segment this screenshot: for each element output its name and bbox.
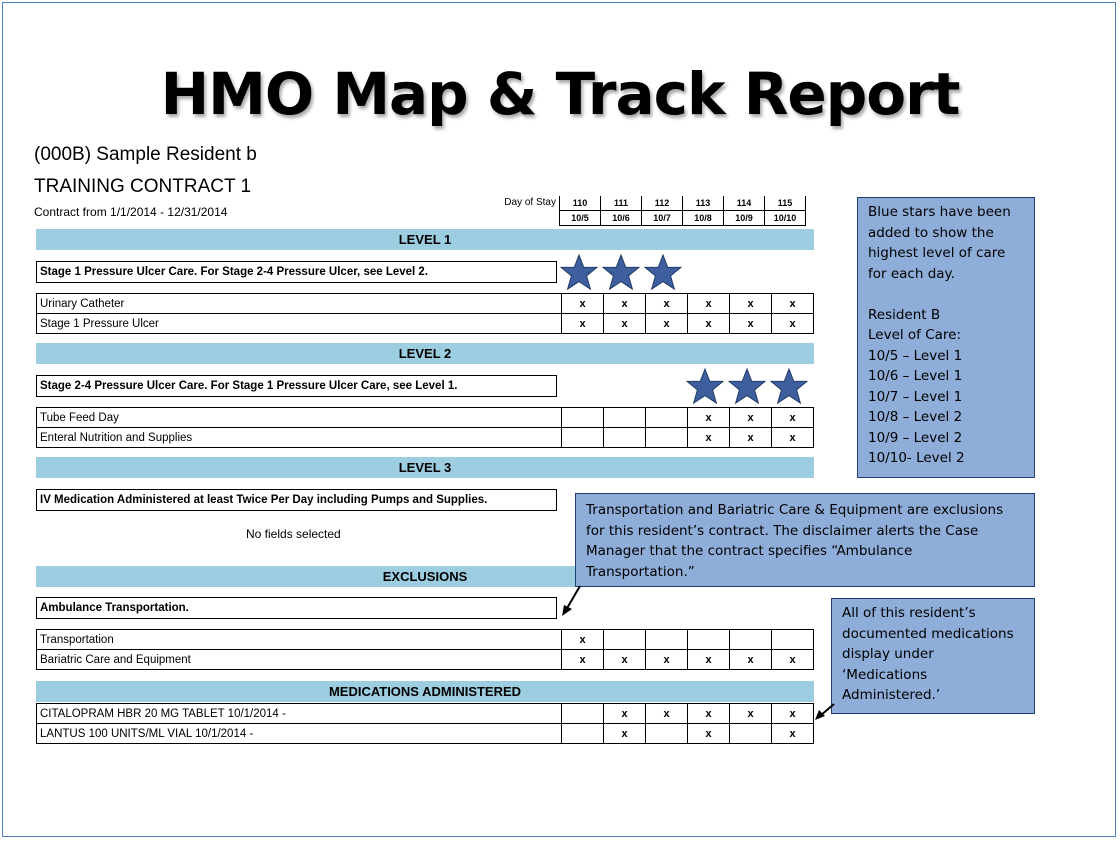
row-label: Transportation <box>37 630 562 650</box>
star-shape <box>687 369 723 403</box>
table-cell: x <box>772 408 814 428</box>
contract-title: TRAINING CONTRACT 1 <box>34 176 252 197</box>
table-cell: x <box>772 704 814 724</box>
table-cell: x <box>772 428 814 448</box>
resident-name: (000B) Sample Resident b <box>34 144 257 165</box>
table-cell: x <box>688 724 730 744</box>
level-1-band: LEVEL 1 <box>36 229 814 250</box>
table-cell: x <box>688 650 730 670</box>
day-cell: 112 <box>642 196 683 211</box>
callout-line: highest level of care <box>868 245 1006 261</box>
callout-line: 10/8 – Level 2 <box>868 409 963 425</box>
callout-line: 10/9 – Level 2 <box>868 429 963 446</box>
day-cell: 110 <box>560 196 601 211</box>
level-2-header: Stage 2-4 Pressure Ulcer Care. For Stage 1 Pressure Ulcer Care, see Level 1. <box>36 375 557 397</box>
table-cell: x <box>604 314 646 334</box>
day-cell: 113 <box>683 196 724 211</box>
table-cell: x <box>688 314 730 334</box>
table-cell: x <box>730 294 772 314</box>
table-cell <box>730 724 772 744</box>
level-3-band: LEVEL 3 <box>36 457 814 478</box>
callout-line: 10/7 – Level 1 <box>868 388 963 405</box>
callout-line: Level of Care: <box>868 327 962 343</box>
table-cell <box>604 428 646 448</box>
table-row <box>37 630 814 650</box>
exclusions-arrow-icon <box>548 580 588 620</box>
star-icon <box>644 254 682 292</box>
date-cell: 10/5 <box>560 211 601 226</box>
table-cell: x <box>688 294 730 314</box>
table-cell: x <box>604 704 646 724</box>
table-cell: x <box>646 704 688 724</box>
star-shape <box>561 255 597 289</box>
row-label: Urinary Catheter <box>37 294 562 314</box>
table-cell <box>646 408 688 428</box>
row-label: Bariatric Care and Equipment <box>37 650 562 670</box>
exclusions-band: EXCLUSIONS <box>36 566 814 587</box>
day-cell: 111 <box>601 196 642 211</box>
level-2-band: LEVEL 2 <box>36 343 814 364</box>
table-cell: x <box>562 294 604 314</box>
table-cell <box>562 428 604 448</box>
table-cell: x <box>688 428 730 448</box>
table-row <box>37 314 814 334</box>
table-cell <box>562 704 604 724</box>
callout-line: added to show the <box>868 224 994 241</box>
date-cell: 10/8 <box>683 211 724 226</box>
level-1-header: Stage 1 Pressure Ulcer Care. For Stage 2-4 Pressure Ulcer, see Level 2. <box>36 261 557 283</box>
table-cell: x <box>646 650 688 670</box>
callout-line: Transportation.” <box>586 563 695 580</box>
table-cell: x <box>646 294 688 314</box>
star-shape <box>771 369 807 403</box>
row-label: Tube Feed Day <box>37 408 562 428</box>
table-cell <box>646 630 688 650</box>
day-of-stay-label: Day of Stay <box>504 197 556 208</box>
medications-arrow-icon <box>810 698 840 728</box>
star-icon <box>686 368 724 406</box>
table-cell: x <box>562 630 604 650</box>
callout-line: display under <box>842 646 934 662</box>
no-fields-message: No fields selected <box>246 527 341 541</box>
row-label: LANTUS 100 UNITS/ML VIAL 10/1/2014 - <box>37 724 562 744</box>
table-cell: x <box>562 650 604 670</box>
callout-line: Blue stars have been <box>868 204 1011 220</box>
table-cell <box>562 408 604 428</box>
table-cell: x <box>646 314 688 334</box>
callout-line: 10/6 – Level 1 <box>868 368 963 384</box>
callout-line: documented medications <box>842 625 1014 642</box>
date-cell: 10/10 <box>765 211 806 226</box>
table-cell: x <box>772 724 814 744</box>
table-cell <box>646 428 688 448</box>
table-cell: x <box>772 650 814 670</box>
callout-line: Transportation and Bariatric Care & Equipment are exclusions <box>586 502 1004 518</box>
medications-callout <box>831 598 1035 714</box>
medications-table <box>36 703 814 744</box>
day-header-table <box>559 196 806 226</box>
date-cell: 10/9 <box>724 211 765 226</box>
star-shape <box>603 255 639 289</box>
level-3-header: IV Medication Administered at least Twice Per Day including Pumps and Supplies. <box>36 489 557 511</box>
table-row <box>37 428 814 448</box>
star-icon <box>770 368 808 406</box>
table-cell: x <box>772 294 814 314</box>
table-cell: x <box>730 650 772 670</box>
table-cell <box>604 408 646 428</box>
table-row <box>37 294 814 314</box>
table-cell <box>730 630 772 650</box>
star-icon <box>602 254 640 292</box>
day-cell: 115 <box>765 196 806 211</box>
callout-line <box>868 284 1024 305</box>
star-shape <box>729 369 765 403</box>
star-icon <box>560 254 598 292</box>
report-title: HMO Map & Track Report <box>160 60 960 128</box>
callout-line: Administered.’ <box>842 687 941 703</box>
row-label: Stage 1 Pressure Ulcer <box>37 314 562 334</box>
contract-range: Contract from 1/1/2014 - 12/31/2014 <box>34 205 228 219</box>
star-icon <box>728 368 766 406</box>
table-cell <box>772 630 814 650</box>
stars-callout <box>857 197 1035 478</box>
table-cell <box>604 630 646 650</box>
table-cell: x <box>604 294 646 314</box>
star-shape <box>645 255 681 289</box>
exclusions-table <box>36 629 814 670</box>
table-cell: x <box>562 314 604 334</box>
callout-line: for each day. <box>868 265 955 282</box>
table-row <box>37 408 814 428</box>
date-cell: 10/7 <box>642 211 683 226</box>
medications-band: MEDICATIONS ADMINISTERED <box>36 681 814 702</box>
day-cell: 114 <box>724 196 765 211</box>
callout-line: 10/5 – Level 1 <box>868 347 963 364</box>
exclusions-header: Ambulance Transportation. <box>36 597 557 619</box>
date-cell: 10/6 <box>601 211 642 226</box>
table-cell: x <box>604 650 646 670</box>
table-cell <box>688 630 730 650</box>
exclusions-callout <box>575 493 1035 587</box>
table-cell <box>562 724 604 744</box>
row-label: Enteral Nutrition and Supplies <box>37 428 562 448</box>
table-cell: x <box>604 724 646 744</box>
table-row <box>37 704 814 724</box>
table-cell: x <box>688 408 730 428</box>
callout-line: Resident B <box>868 306 941 323</box>
callout-line: Manager that the contract specifies “Ambulance <box>586 543 913 559</box>
table-cell: x <box>730 428 772 448</box>
level-2-table <box>36 407 814 448</box>
table-cell: x <box>772 314 814 334</box>
table-cell: x <box>730 704 772 724</box>
row-label: CITALOPRAM HBR 20 MG TABLET 10/1/2014 - <box>37 704 562 724</box>
level-1-table <box>36 293 814 334</box>
table-cell: x <box>688 704 730 724</box>
callout-line: All of this resident’s <box>842 605 976 621</box>
table-cell: x <box>730 408 772 428</box>
table-cell <box>646 724 688 744</box>
table-row <box>37 724 814 744</box>
table-cell: x <box>730 314 772 334</box>
callout-line: ‘Medications <box>842 666 928 683</box>
table-row <box>37 650 814 670</box>
callout-line: for this resident’s contract. The disclaimer alerts the Case <box>586 522 979 539</box>
callout-line: 10/10- Level 2 <box>868 450 965 466</box>
